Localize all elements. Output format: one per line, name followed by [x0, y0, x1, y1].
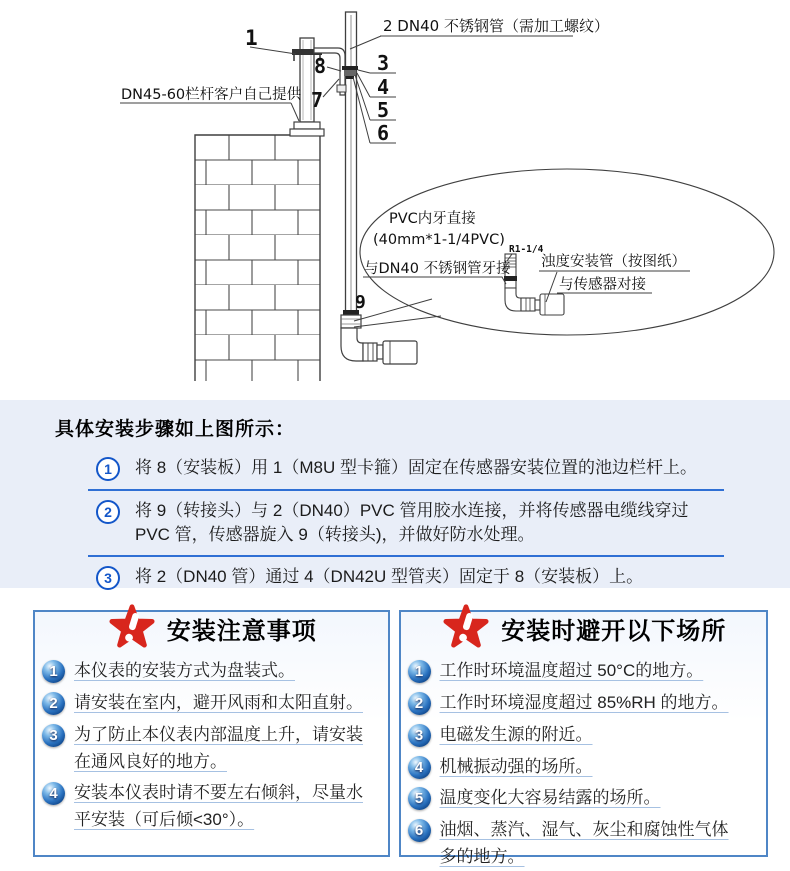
item-text: 工作时环境湿度超过 85%RH 的地方。 [439, 692, 729, 712]
callout-5: 5 [377, 98, 390, 122]
list-item [42, 690, 378, 717]
item-text: 油烟、蒸汽、湿气、灰尘和腐蚀性气体多的地方。 [439, 820, 729, 867]
step-divider [88, 489, 724, 491]
pvc-label-line2: (40mm*1-1/4PVC) [373, 232, 505, 248]
item-number-badge: 5 [408, 787, 431, 810]
notice-box-title-row [35, 601, 388, 655]
item-number-badge: 3 [408, 724, 431, 747]
railing-label: DN45-60栏杆客户自己提供 [121, 87, 302, 103]
avoid-box-title-row [401, 601, 766, 655]
step-row-3 [96, 565, 732, 590]
item-number-badge: 4 [42, 782, 65, 805]
item-number-badge: 4 [408, 756, 431, 779]
list-item [408, 785, 756, 812]
callout-7: 7 [311, 88, 324, 112]
item-number-badge: 2 [42, 692, 65, 715]
adapter-elbow-sensor [341, 310, 417, 364]
item-number-badge: 6 [408, 819, 431, 842]
turbidity-label-line1: 浊度安装管（按图纸） [541, 254, 686, 270]
list-item [408, 690, 756, 717]
list-item [408, 754, 756, 781]
detail-sensor [540, 294, 564, 315]
item-text: 温度变化大容易结露的场所。 [439, 788, 661, 808]
list-item [42, 780, 378, 834]
warning-boxes [33, 610, 768, 867]
item-text: 电磁发生源的附近。 [439, 724, 593, 744]
notice-box-title: 安装注意事项 [166, 617, 317, 645]
step-text-3: 将 2（DN40 管）通过 4（DN42U 型管夹）固定于 8（安装板）上。 [135, 567, 644, 587]
step-number-1: 1 [96, 457, 120, 481]
steps-section [0, 400, 790, 588]
notice-box [33, 610, 390, 857]
avoid-list [401, 658, 766, 871]
warning-star-icon [106, 601, 158, 655]
item-number-badge: 1 [408, 660, 431, 683]
item-text: 工作时环境温度超过 50°C的地方。 [439, 661, 704, 680]
step-divider [88, 555, 724, 557]
list-item [408, 817, 756, 871]
brick-wall [195, 135, 320, 381]
step-number-3: 3 [96, 566, 120, 590]
list-item [408, 658, 756, 685]
pvc-label-line1: PVC内牙直接 [389, 211, 476, 227]
item-text: 机械振动强的场所。 [439, 756, 593, 776]
callout-1: 1 [245, 26, 258, 50]
item-text: 本仪表的安装方式为盘装式。 [74, 661, 295, 680]
callout-4: 4 [377, 75, 390, 99]
detail-ellipse [360, 169, 774, 335]
pipe-label: 2 DN40 不锈钢管（需加工螺纹） [383, 17, 609, 35]
steps-heading: 具体安装步骤如上图所示： [55, 419, 296, 440]
notice-list [35, 658, 388, 834]
pvc-label-line3: 与DN40 不锈钢管牙接 [364, 261, 511, 277]
item-text: 请安装在室内，避开风雨和太阳直射。 [74, 692, 363, 712]
item-text: 为了防止本仪表内部温度上升，请安装在通风良好的地方。 [74, 724, 363, 771]
installation-diagram [0, 0, 790, 400]
list-item [42, 722, 378, 776]
thread-label: R1-1/4 [509, 244, 544, 255]
item-number-badge: 2 [408, 692, 431, 715]
sensor-body [383, 341, 417, 364]
item-text: 安装本仪表时请不要左右倾斜，尽量水平安装（可后倾<30°）。 [74, 783, 363, 830]
diagram-canvas [0, 0, 790, 400]
step-text-1: 将 8（安装板）用 1（M8U 型卡箍）固定在传感器安装位置的池边栏杆上。 [135, 458, 697, 477]
steel-pipe [346, 12, 357, 318]
turbidity-label-line2: 与传感器对接 [559, 277, 646, 293]
callout-3: 3 [377, 51, 390, 75]
callout-6: 6 [377, 121, 390, 145]
step-row-2 [96, 499, 732, 547]
step-row-1 [96, 456, 732, 481]
step-number-2: 2 [96, 500, 120, 524]
list-item [408, 722, 756, 749]
callout-9: 9 [355, 292, 366, 313]
item-number-badge: 1 [42, 660, 65, 683]
step-text-2: 将 9（转接头）与 2（DN40）PVC 管用胶水连接，并将传感器电缆线穿过 PVC 管，传感器旋入 9（转接头)，并做好防水处理。 [135, 501, 689, 545]
avoid-box-title: 安装时避开以下场所 [501, 617, 727, 645]
callout-8: 8 [314, 54, 327, 78]
warning-star-icon [440, 601, 492, 655]
item-number-badge: 3 [42, 724, 65, 747]
list-item [42, 658, 378, 685]
avoid-box [399, 610, 768, 867]
